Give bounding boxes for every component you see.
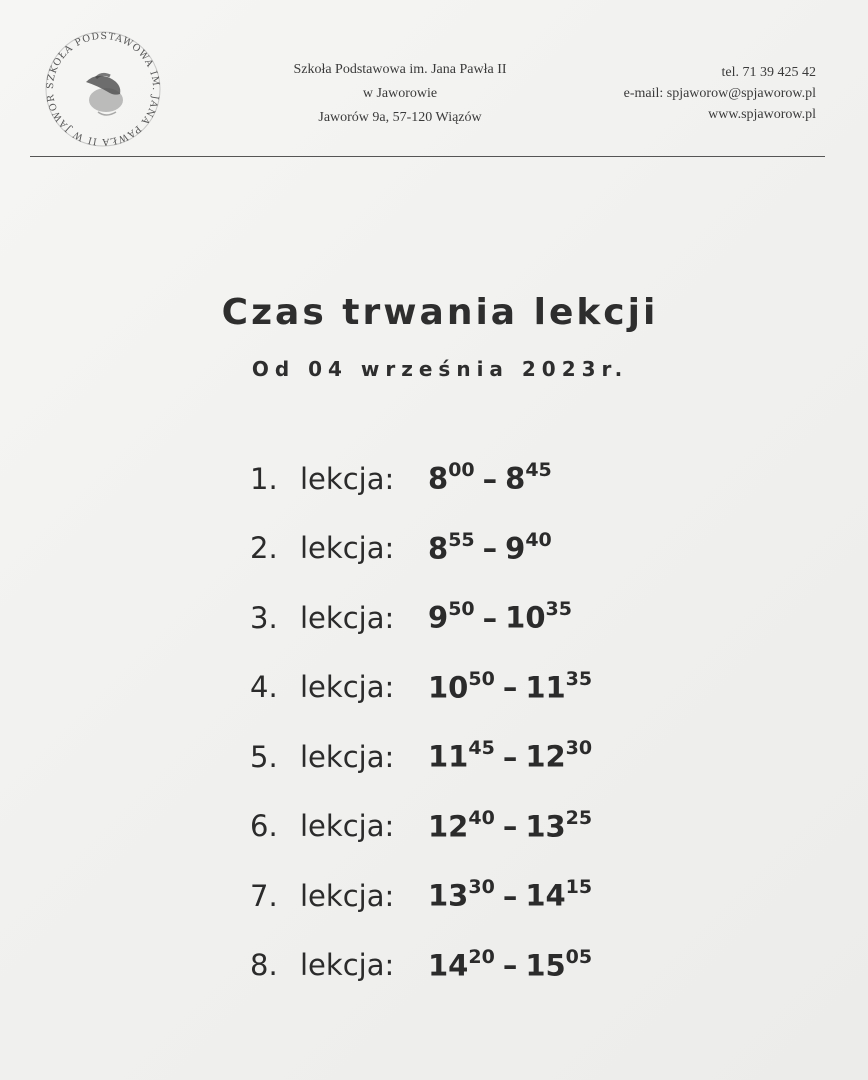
lesson-row-5 [250,722,592,792]
school-contact [624,62,816,125]
start-minute: 00 [448,459,475,482]
start-minute: 30 [468,876,495,899]
start-minute: 55 [448,528,475,551]
start-hour: 11 [428,740,469,775]
lesson-label: lekcja: [300,878,395,913]
time-dash: – [482,531,498,566]
start-hour: 13 [428,879,469,914]
lesson-end [505,528,552,566]
end-minute: 35 [545,598,572,621]
address-line-locality: w Jaworowie [362,86,438,101]
lesson-number: 1. [250,461,278,496]
lesson-row-8 [250,931,592,1001]
lesson-end [505,600,572,635]
address-line-postal: Jaworów 9a, 57-120 Wiązów [318,110,482,125]
lesson-start [428,461,475,496]
end-hour: 10 [505,601,546,636]
end-hour: 14 [525,879,566,914]
lesson-number: 4. [250,670,278,705]
start-minute: 50 [468,667,495,690]
end-minute: 45 [525,459,552,482]
end-hour: 15 [525,948,566,983]
start-hour: 12 [428,809,469,844]
school-address [245,58,555,130]
lesson-number: 6. [250,809,278,844]
lesson-start [428,600,475,635]
lesson-row-6 [250,792,592,862]
lesson-schedule [250,444,592,1000]
page-subtitle: Od 04 września 2023r. [251,357,629,381]
end-minute: 35 [565,667,593,690]
lesson-label: lekcja: [300,739,395,774]
start-minute: 20 [468,945,495,968]
contact-phone: tel. 71 39 425 42 [721,65,816,80]
contact-email: e-mail: spjaworow@spjaworow.pl [623,86,816,101]
header-divider [30,156,825,157]
lesson-row-1 [250,444,592,514]
end-minute: 05 [565,945,593,968]
lesson-number: 8. [250,948,278,983]
start-hour: 8 [428,531,449,566]
end-minute: 15 [565,876,593,899]
start-hour: 14 [428,948,469,983]
lesson-number: 5. [250,739,278,774]
start-hour: 10 [428,670,469,705]
school-seal-icon [38,30,168,148]
lesson-number: 7. [250,878,278,913]
lesson-label: lekcja: [300,948,395,983]
lesson-label: lekcja: [300,600,395,635]
start-hour: 8 [428,462,449,497]
lesson-end [505,461,552,496]
time-dash: – [502,809,518,844]
start-hour: 9 [428,601,449,636]
lesson-end [525,878,592,913]
time-dash: – [482,600,498,635]
svg-text:SZKOŁA PODSTAWOWA IM. JANA PAW [38,30,161,147]
seal-text: SZKOŁA PODSTAWOWA IM. JANA PAWŁA II W JAWOR [44,30,162,148]
lesson-row-3 [250,583,592,653]
end-hour: 13 [525,809,566,844]
end-minute: 25 [565,806,593,829]
lesson-start [428,528,475,566]
end-hour: 12 [525,740,566,775]
lesson-end [525,806,593,844]
lesson-label: lekcja: [300,670,395,705]
lesson-start [428,667,495,705]
start-minute: 40 [468,806,495,829]
end-minute: 40 [525,528,552,551]
end-hour: 8 [505,462,526,497]
contact-website: www.spjaworow.pl [708,107,816,122]
lesson-start [428,945,495,983]
end-minute: 30 [565,737,593,760]
time-dash: – [502,739,518,774]
page-title: Czas trwania lekcji [221,292,659,333]
time-dash: – [502,948,518,983]
lesson-label: lekcja: [300,531,395,566]
address-line-school-name: Szkoła Podstawowa im. Jana Pawła II [293,62,507,77]
end-hour: 9 [505,531,526,566]
lesson-end [525,945,593,983]
lesson-end [525,739,592,774]
end-hour: 11 [525,670,566,705]
lesson-start [428,739,495,774]
lesson-row-7 [250,861,592,931]
lesson-start [428,878,495,913]
lesson-label: lekcja: [300,461,395,496]
time-dash: – [482,461,498,496]
lesson-number: 2. [250,531,278,566]
time-dash: – [502,670,518,705]
lesson-label: lekcja: [300,809,395,844]
start-minute: 50 [448,598,475,621]
lesson-row-4 [250,653,592,723]
lesson-start [428,806,495,844]
lesson-row-2 [250,514,592,584]
lesson-end [525,667,593,705]
time-dash: – [502,878,518,913]
start-minute: 45 [468,737,495,760]
lesson-number: 3. [250,600,278,635]
